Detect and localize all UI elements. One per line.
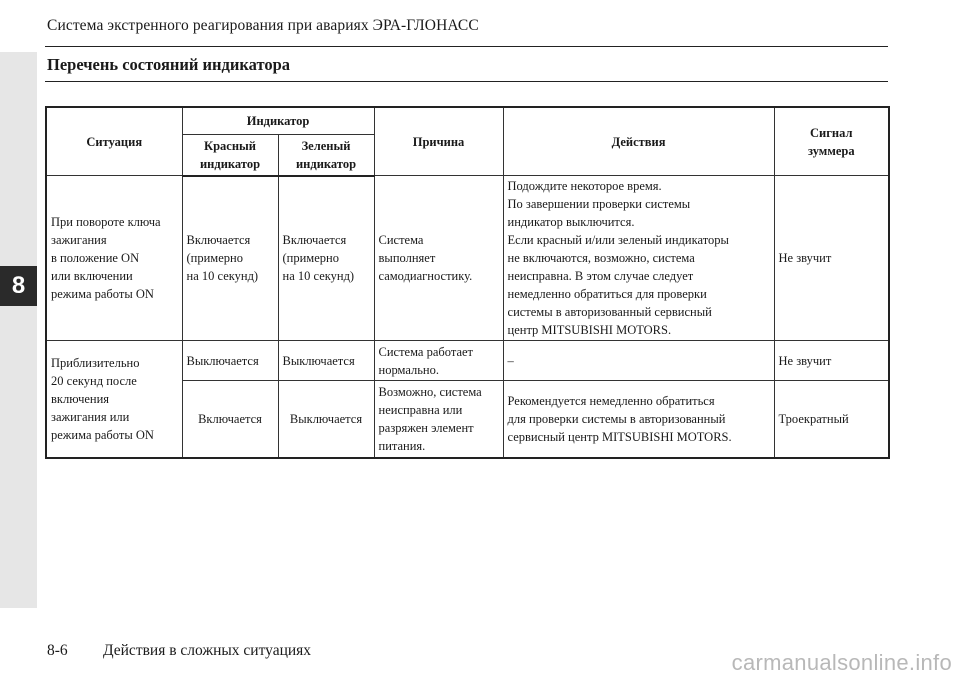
cell-green: Включается (примерно на 10 секунд) (278, 176, 374, 341)
cell-action: – (503, 341, 774, 381)
table-row (46, 341, 889, 381)
col-header-action: Действия (503, 107, 774, 176)
cell-situation: Приблизительно 20 секунд после включения зажигания или режима работы ON (46, 341, 182, 458)
cell-action: Рекомендуется немедленно обратиться для проверки системы в авторизованный сервисный центр MITSUBISHI MOTORS. (503, 381, 774, 458)
cell-action: Подождите некоторое время. По завершении проверки системы индикатор выключится. Если красный и/или зеленый индикаторы не включаются, возможно, система неисправна. В этом случае следует немедленно обратиться для проверки системы в авторизованный сервисный центр MITSUBISHI MOTORS. (503, 176, 774, 341)
col-header-indicator: Индикатор (182, 107, 374, 134)
cell-cause: Возможно, система неисправна или разряжен элемент питания. (374, 381, 503, 458)
footer-chapter-title: Действия в сложных ситуациях (103, 642, 312, 659)
col-header-cause: Причина (374, 107, 503, 176)
watermark: carmanualsonline.info (731, 650, 952, 675)
cell-red: Включается (примерно на 10 секунд) (182, 176, 278, 341)
cell-buzzer: Не звучит (774, 176, 889, 341)
section-title: Перечень состояний индикатора (47, 55, 291, 74)
cell-red: Выключается (182, 341, 278, 381)
cell-red: Включается (182, 381, 278, 458)
col-header-situation: Ситуация (46, 107, 182, 176)
col-header-buzzer: Сигнал зуммера (774, 107, 889, 176)
cell-green: Выключается (278, 341, 374, 381)
running-header: Система экстренного реагирования при авариях ЭРА-ГЛОНАСС (47, 17, 479, 34)
cell-green: Выключается (278, 381, 374, 458)
cell-situation: При повороте ключа зажигания в положение ON или включении режима работы ON (46, 176, 182, 341)
chapter-side-tab (0, 52, 37, 608)
page-number: 8-6 (47, 642, 68, 659)
cell-cause: Система работает нормально. (374, 341, 503, 381)
cell-cause: Система выполняет самодиагностику. (374, 176, 503, 341)
chapter-number-badge: 8 (0, 266, 37, 306)
cell-buzzer: Троекратный (774, 381, 889, 458)
col-header-red: Красный индикатор (182, 134, 278, 176)
col-header-green: Зеленый индикатор (278, 134, 374, 176)
indicator-status-table (45, 106, 890, 459)
section-rule (45, 81, 888, 82)
cell-buzzer: Не звучит (774, 341, 889, 381)
header-rule (45, 46, 888, 47)
table-row (46, 176, 889, 341)
